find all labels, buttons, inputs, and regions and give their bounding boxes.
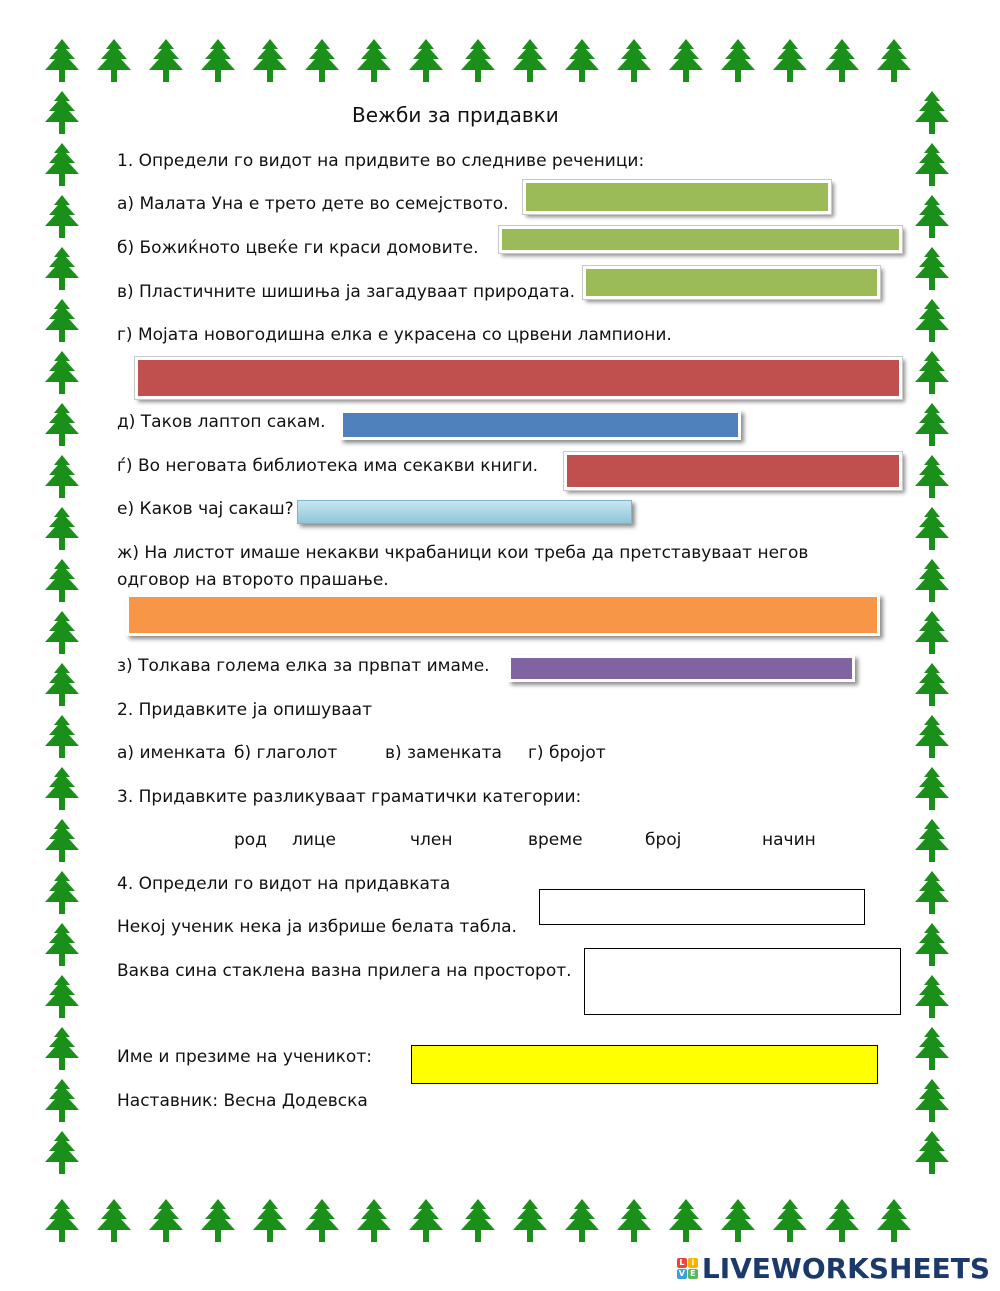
- tree-icon: [302, 38, 342, 84]
- tree-icon: [718, 38, 758, 84]
- tree-icon: [912, 90, 952, 136]
- tree-icon: [458, 1198, 498, 1244]
- logo-mark-letter: L: [677, 1258, 687, 1268]
- tree-icon: [42, 1078, 82, 1124]
- tree-icon: [912, 506, 952, 552]
- sentence-zh-line1: ж) На листот имаше некакви чкрабаници кои треба да претставуваат негов: [117, 543, 809, 563]
- tree-icon: [912, 766, 952, 812]
- tree-icon: [912, 142, 952, 188]
- tree-icon: [666, 38, 706, 84]
- tree-icon: [614, 1198, 654, 1244]
- tree-icon: [912, 662, 952, 708]
- sentence-d: д) Таков лаптоп сакам.: [117, 412, 326, 432]
- tree-icon: [250, 1198, 290, 1244]
- q4-answer-field-2[interactable]: [584, 948, 901, 1015]
- answer-field-v[interactable]: [583, 266, 880, 299]
- tree-icon: [42, 662, 82, 708]
- tree-icon: [458, 38, 498, 84]
- logo-mark-letter: E: [688, 1269, 698, 1279]
- tree-icon: [94, 38, 134, 84]
- student-name-label: Име и презиме на ученикот:: [117, 1047, 372, 1067]
- tree-icon: [42, 350, 82, 396]
- tree-icon: [42, 454, 82, 500]
- answer-field-d[interactable]: [340, 410, 741, 440]
- question-3-prompt: 3. Придавките разликуваат граматички категории:: [117, 787, 582, 807]
- tree-icon: [614, 38, 654, 84]
- tree-icon: [912, 246, 952, 292]
- tree-icon: [770, 38, 810, 84]
- tree-icon: [912, 350, 952, 396]
- answer-field-z[interactable]: [508, 655, 855, 682]
- answer-field-a[interactable]: [523, 180, 831, 214]
- sentence-gj: ѓ) Во неговата библиотека има секакви книги.: [117, 456, 539, 476]
- tree-icon: [42, 246, 82, 292]
- tree-icon: [94, 1198, 134, 1244]
- tree-icon: [912, 870, 952, 916]
- sentence-zh-line2: одговор на второто прашање.: [117, 570, 389, 590]
- q4-sentence-2: Ваква сина стаклена вазна прилега на просторот.: [117, 961, 572, 981]
- answer-field-gj[interactable]: [564, 452, 902, 490]
- sentence-z: з) Толкава голема елка за првпат имаме.: [117, 656, 490, 676]
- tree-icon: [912, 298, 952, 344]
- q2-option-g[interactable]: г) бројот: [528, 743, 606, 763]
- logo-mark-letter: i: [688, 1258, 698, 1268]
- tree-icon: [912, 714, 952, 760]
- tree-icon: [912, 558, 952, 604]
- tree-icon: [250, 38, 290, 84]
- tree-icon: [42, 922, 82, 968]
- q4-answer-field-1[interactable]: [539, 889, 865, 925]
- tree-icon: [354, 1198, 394, 1244]
- tree-icon: [912, 1130, 952, 1176]
- tree-icon: [912, 402, 952, 448]
- tree-icon: [912, 1026, 952, 1072]
- tree-icon: [874, 1198, 914, 1244]
- tree-icon: [42, 194, 82, 240]
- tree-icon: [42, 818, 82, 864]
- tree-icon: [42, 1026, 82, 1072]
- liveworksheets-wordmark: LIVEWORKSHEETS: [701, 1252, 990, 1285]
- tree-icon: [42, 1130, 82, 1176]
- logo-mark-letter: V: [678, 1269, 685, 1278]
- tree-icon: [562, 38, 602, 84]
- tree-icon: [912, 194, 952, 240]
- tree-icon: [198, 38, 238, 84]
- tree-icon: [912, 974, 952, 1020]
- page-title: Вежби за придавки: [352, 103, 559, 127]
- tree-icon: [42, 38, 82, 84]
- tree-icon: [42, 974, 82, 1020]
- tree-icon: [770, 1198, 810, 1244]
- sentence-e: е) Каков чај сакаш?: [117, 499, 294, 519]
- tree-icon: [406, 38, 446, 84]
- sentence-a: а) Малата Уна е трето дете во семејството.: [117, 194, 509, 214]
- question-2-prompt: 2. Придавките ја опишуваат: [117, 700, 372, 720]
- sentence-v: в) Пластичните шишиња ја загадуваат природата.: [117, 282, 576, 302]
- tree-icon: [912, 610, 952, 656]
- tree-icon: [822, 1198, 862, 1244]
- answer-field-b[interactable]: [499, 226, 902, 253]
- tree-icon: [42, 298, 82, 344]
- tree-icon: [302, 1198, 342, 1244]
- answer-field-zh[interactable]: [126, 594, 880, 636]
- tree-icon: [42, 402, 82, 448]
- tree-icon: [354, 38, 394, 84]
- tree-icon: [912, 1078, 952, 1124]
- tree-icon: [912, 818, 952, 864]
- q3-option-vreme[interactable]: време: [528, 830, 583, 850]
- tree-icon: [822, 38, 862, 84]
- tree-icon: [42, 766, 82, 812]
- liveworksheets-logo: [677, 1252, 990, 1285]
- tree-icon: [42, 714, 82, 760]
- tree-icon: [406, 1198, 446, 1244]
- tree-icon: [42, 1198, 82, 1244]
- q3-option-chlen[interactable]: член: [410, 830, 453, 850]
- tree-icon: [912, 922, 952, 968]
- answer-field-g[interactable]: [135, 357, 902, 399]
- tree-icon: [874, 38, 914, 84]
- tree-icon: [42, 90, 82, 136]
- q3-option-broj[interactable]: број: [645, 830, 682, 850]
- question-1-prompt: 1. Определи го видот на придвите во следниве реченици:: [117, 151, 645, 171]
- q3-option-nachin[interactable]: начин: [762, 830, 816, 850]
- tree-icon: [666, 1198, 706, 1244]
- question-4-prompt: 4. Определи го видот на придавката: [117, 874, 451, 894]
- tree-icon: [42, 610, 82, 656]
- student-name-field[interactable]: [411, 1045, 878, 1084]
- q2-option-a[interactable]: а) именката: [117, 743, 226, 763]
- tree-icon: [718, 1198, 758, 1244]
- tree-icon: [146, 1198, 186, 1244]
- tree-icon: [42, 506, 82, 552]
- q3-option-lice[interactable]: лице: [292, 830, 336, 850]
- tree-icon: [146, 38, 186, 84]
- tree-icon: [912, 454, 952, 500]
- tree-icon: [42, 558, 82, 604]
- sentence-b: б) Божиќното цвеќе ги краси домовите.: [117, 238, 479, 258]
- q2-option-b[interactable]: б) глаголот: [234, 743, 338, 763]
- answer-field-e[interactable]: [297, 500, 632, 524]
- q3-option-rod[interactable]: род: [234, 830, 267, 850]
- tree-icon: [562, 1198, 602, 1244]
- q4-sentence-1: Некој ученик нека ја избрише белата табла.: [117, 917, 517, 937]
- tree-icon: [510, 1198, 550, 1244]
- sentence-g: г) Мојата новогодишна елка е украсена со црвени лампиони.: [117, 325, 672, 345]
- tree-icon: [42, 870, 82, 916]
- tree-icon: [510, 38, 550, 84]
- liveworksheets-mark-icon: [677, 1258, 698, 1279]
- teacher-name: Наставник: Весна Додевска: [117, 1091, 368, 1111]
- tree-icon: [198, 1198, 238, 1244]
- q2-option-v[interactable]: в) заменката: [385, 743, 502, 763]
- tree-icon: [42, 142, 82, 188]
